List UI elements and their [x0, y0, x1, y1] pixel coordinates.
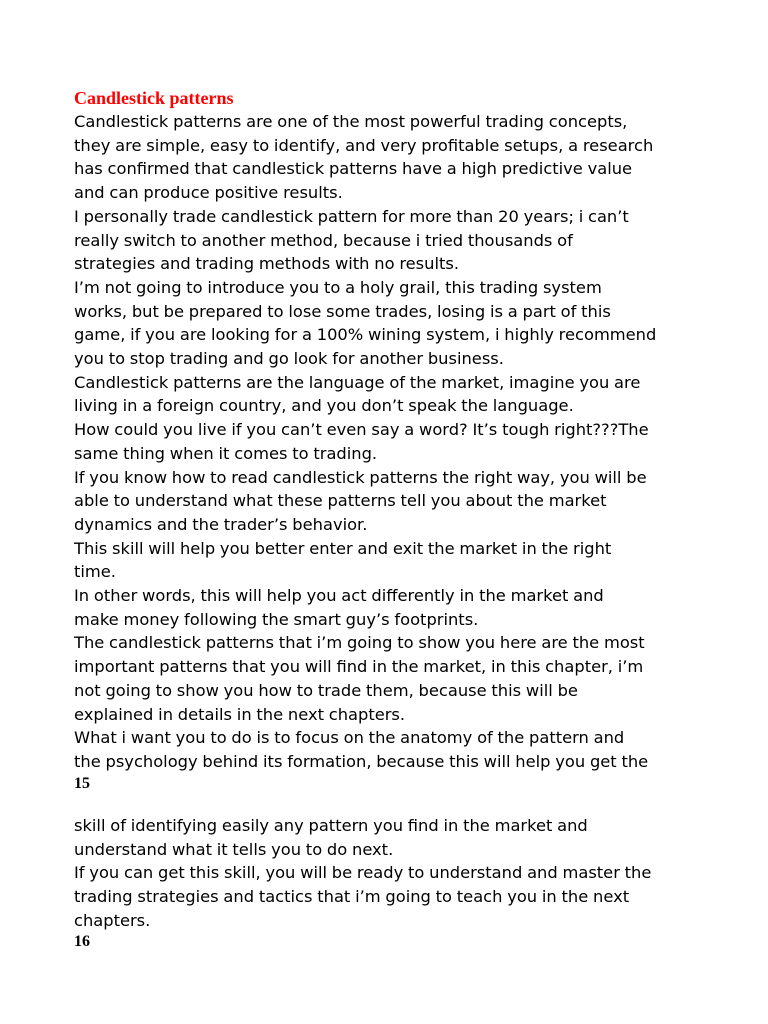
- text-line: make money following the smart guy’s footprints.: [74, 609, 479, 629]
- document-page: [74, 86, 698, 950]
- text-line: you to stop trading and go look for another business.: [74, 349, 504, 369]
- text-line: What i want you to do is to focus on the anatomy of the pattern and: [74, 728, 625, 748]
- text-line: If you can get this skill, you will be ready to understand and master the: [74, 863, 652, 883]
- text-line: This skill will help you better enter and exit the market in the right: [74, 538, 612, 558]
- text-line: The candlestick patterns that i’m going to show you here are the most: [74, 633, 645, 653]
- text-line: I’m not going to introduce you to a holy grail, this trading system: [74, 277, 602, 297]
- text-line: important patterns that you will find in the market, in this chapter, i’m: [74, 657, 644, 677]
- text-line: strategies and trading methods with no results.: [74, 254, 460, 274]
- body-text-page-15: [74, 110, 698, 774]
- text-line: not going to show you how to trade them, because this will be: [74, 680, 578, 700]
- text-line: explained in details in the next chapters.: [74, 704, 406, 724]
- text-line: has confirmed that candlestick patterns have a high predictive value: [74, 159, 633, 179]
- text-line: How could you live if you can’t even say a word? It’s tough right???The: [74, 420, 649, 440]
- body-text-page-16: [74, 814, 698, 933]
- text-line: In other words, this will help you act differently in the market and: [74, 586, 604, 606]
- page-number: 16: [74, 933, 90, 950]
- text-line: time.: [74, 562, 116, 582]
- text-line: I personally trade candlestick pattern for more than 20 years; i can’t: [74, 206, 629, 226]
- text-line: really switch to another method, because i tried thousands of: [74, 230, 573, 250]
- text-line: works, but be prepared to lose some trades, losing is a part of this: [74, 301, 611, 321]
- text-line: same thing when it comes to trading.: [74, 443, 378, 463]
- text-line: trading strategies and tactics that i’m going to teach you in the next: [74, 887, 630, 907]
- text-line: and can produce positive results.: [74, 183, 343, 203]
- page-number: 15: [74, 775, 90, 792]
- text-line: Candlestick patterns are the language of the market, imagine you are: [74, 372, 641, 392]
- text-line: dynamics and the trader’s behavior.: [74, 514, 368, 534]
- text-line: living in a foreign country, and you don’t speak the language.: [74, 396, 574, 416]
- text-line: able to understand what these patterns tell you about the market: [74, 491, 607, 511]
- text-line: skill of identifying easily any pattern you find in the market and: [74, 816, 588, 835]
- text-line: game, if you are looking for a 100% wining system, i highly recommend: [74, 325, 657, 345]
- text-line: chapters.: [74, 910, 151, 930]
- section-heading: Candlestick patterns: [74, 88, 234, 108]
- text-line: the psychology behind its formation, because this will help you get the: [74, 751, 649, 771]
- text-line: they are simple, easy to identify, and very profitable setups, a research: [74, 135, 654, 155]
- text-line: If you know how to read candlestick patterns the right way, you will be: [74, 467, 647, 487]
- text-line: understand what it tells you to do next.: [74, 839, 394, 859]
- text-line: Candlestick patterns are one of the most powerful trading concepts,: [74, 112, 628, 131]
